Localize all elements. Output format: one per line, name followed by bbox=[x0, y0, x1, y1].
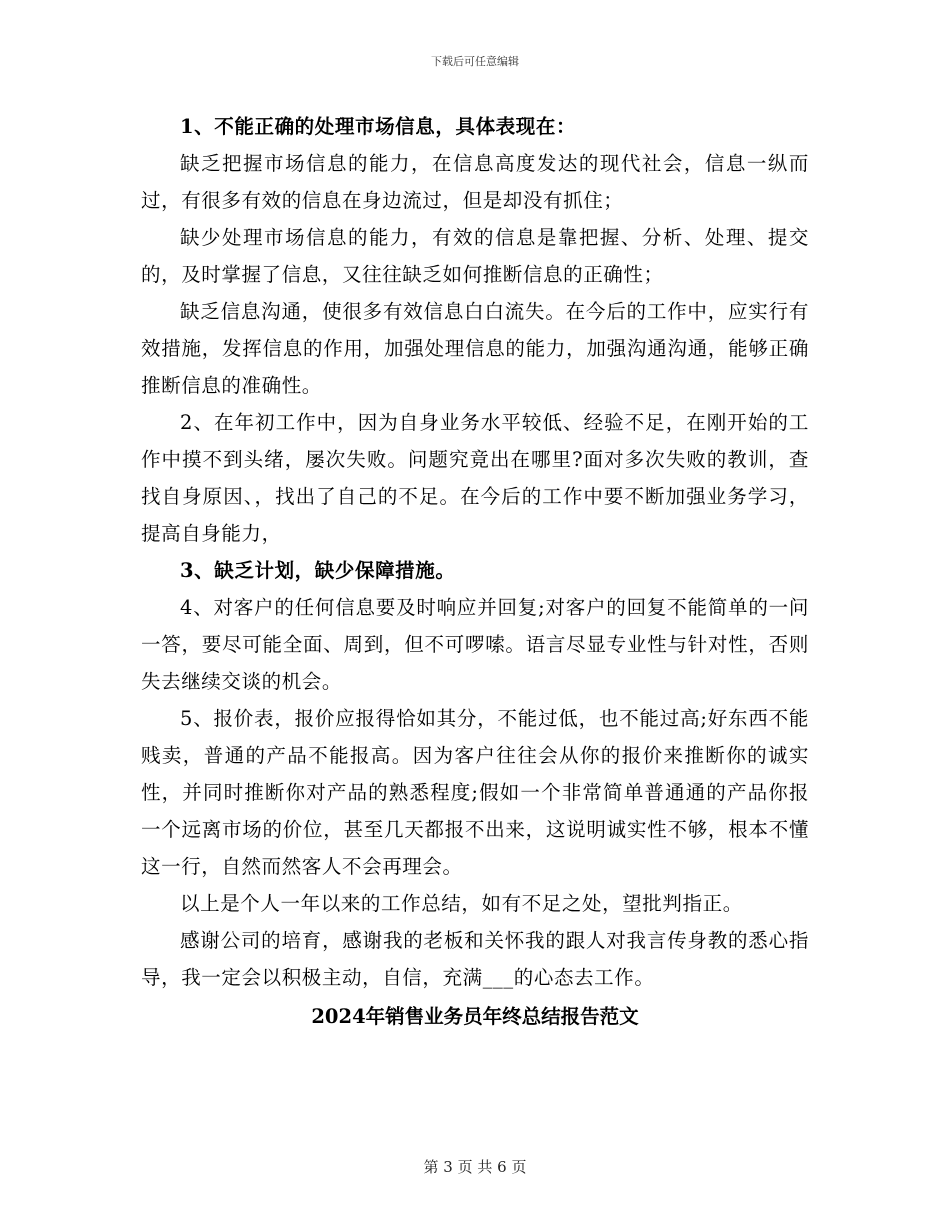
paragraph-8: 5、报价表，报价应报得恰如其分，不能过低，也不能过高;好东西不能贱卖，普通的产品不能报高。因为客户往往会从你的报价来推断你的诚实性，并同时推断你对产品的熟悉程度;假如一个非常简单普通通的产品你报一个远离市场的价位，甚至几天都报不出来，这说明诚实性不够，根本不懂这一行，自然而然客人不会再理会。 bbox=[141, 707, 809, 878]
paragraph-6: 3、缺乏计划，缺少保障措施。 bbox=[180, 559, 456, 582]
page-number: 第 3 页 共 6 页 bbox=[423, 1158, 527, 1176]
paragraph-2: 缺乏把握市场信息的能力，在信息高度发达的现代社会，信息一纵而过，有很多有效的信息在身边流过，但是却没有抓住； bbox=[141, 152, 809, 212]
paragraph-3: 缺少处理市场信息的能力，有效的信息是靠把握、分析、处理、提交的，及时掌握了信息，又往往缺乏如何推断信息的正确性； bbox=[141, 226, 809, 286]
paragraph-7: 4、对客户的任何信息要及时响应并回复;对客户的回复不能简单的一问一答，要尽可能全面、周到，但不可啰嗦。语言尽显专业性与针对性，否则失去继续交谈的机会。 bbox=[141, 596, 809, 693]
paragraph-4: 缺乏信息沟通，使很多有效信息白白流失。在今后的工作中，应实行有效措施，发挥信息的作用，加强处理信息的能力，加强沟通沟通，能够正确推断信息的准确性。 bbox=[141, 300, 809, 397]
document-body bbox=[141, 108, 809, 1035]
next-document-title: 2024年销售业务员年终总结报告范文 bbox=[311, 1005, 639, 1028]
paragraph-1: 1、不能正确的处理市场信息，具体表现在： bbox=[180, 115, 577, 138]
paragraph-9: 以上是个人一年以来的工作总结，如有不足之处，望批判指正。 bbox=[180, 892, 743, 915]
paragraph-5: 2、在年初工作中，因为自身业务水平较低、经验不足，在刚开始的工作中摸不到头绪，屡次失败。问题究竟出在哪里?面对多次失败的教训，查找自身原因、，找出了自己的不足。在今后的工作中要不断加强业务学习，提高自身能力， bbox=[141, 411, 809, 545]
header-note: 下载后可任意编辑 bbox=[431, 55, 519, 68]
paragraph-10: 感谢公司的培育，感谢我的老板和关怀我的跟人对我言传身教的悉心指导，我一定会以积极主动，自信，充满___的心态去工作。 bbox=[141, 929, 809, 989]
